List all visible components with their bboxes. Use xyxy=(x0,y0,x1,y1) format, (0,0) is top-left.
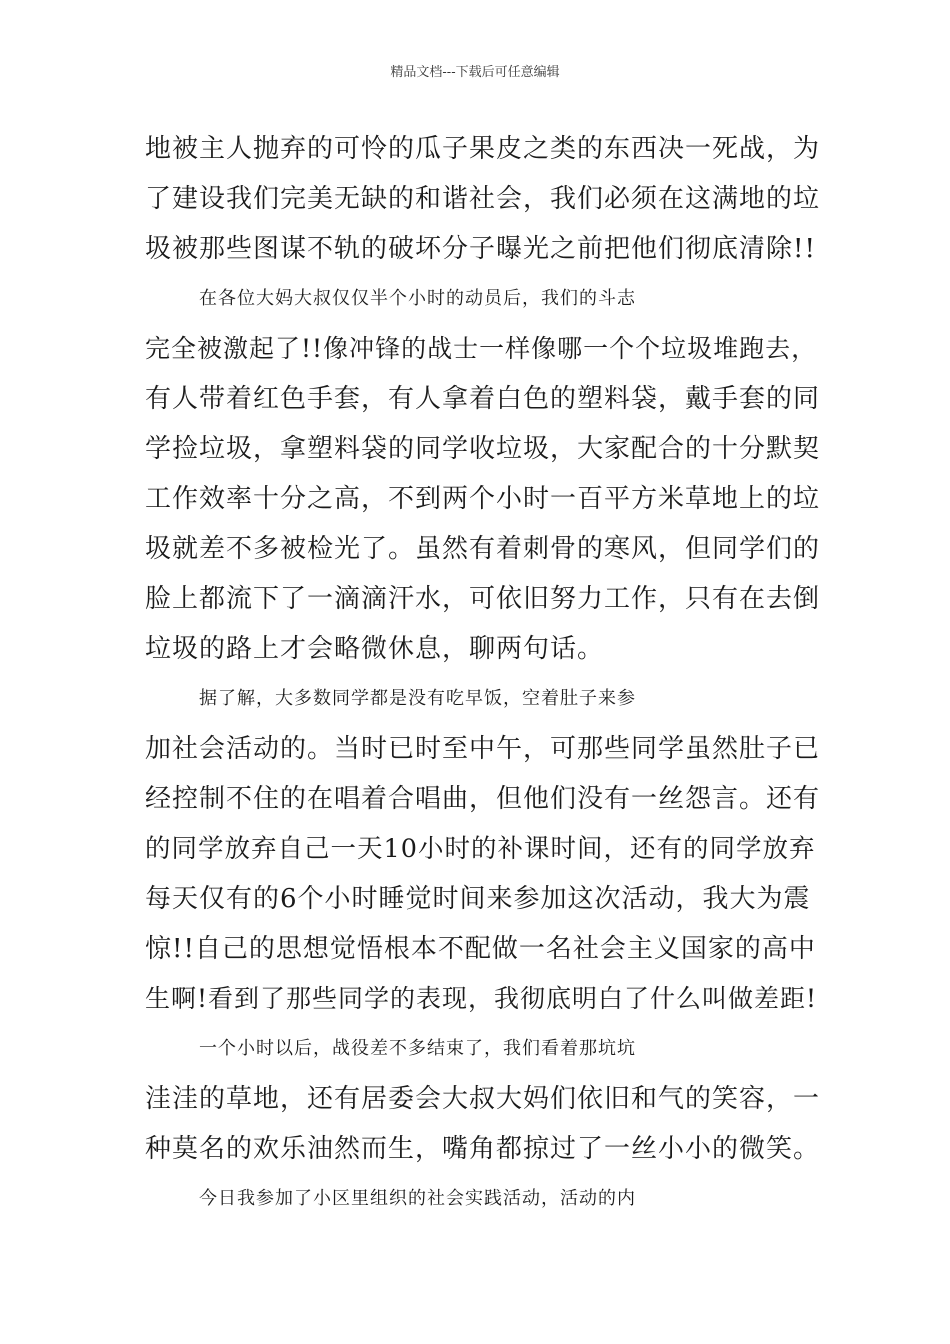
text-line: 的同学放弃自己一天10小时的补课时间，还有的同学放弃 xyxy=(145,834,816,864)
text-line: 圾被那些图谋不轨的破坏分子曝光之前把他们彻底清除!! xyxy=(145,234,816,264)
text-line: 学捡垃圾，拿塑料袋的同学收垃圾，大家配合的十分默契 xyxy=(145,434,821,464)
text-line: 脸上都流下了一滴滴汗水，可依旧努力工作，只有在去倒 xyxy=(145,584,821,614)
paragraph-first-line: 今日我参加了小区里组织的社会实践活动，活动的内 xyxy=(199,1188,636,1209)
text-line: 种莫名的欢乐油然而生，嘴角都掠过了一丝小小的微笑。 xyxy=(145,1134,821,1164)
paragraph-first-line: 一个小时以后，战役差不多结束了，我们看着那坑坑 xyxy=(199,1038,636,1059)
text-line: 经控制不住的在唱着合唱曲，但他们没有一丝怨言。还有 xyxy=(145,784,821,814)
text-line: 生啊!看到了那些同学的表现，我彻底明白了什么叫做差距! xyxy=(145,984,818,1013)
text-line: 有人带着红色手套，有人拿着白色的塑料袋，戴手套的同 xyxy=(145,384,821,414)
paragraph-first-line: 据了解，大多数同学都是没有吃早饭，空着肚子来参 xyxy=(199,688,636,709)
page-header: 精品文档---下载后可任意编辑 xyxy=(390,65,560,80)
paragraph-first-line: 在各位大妈大叔仅仅半个小时的动员后，我们的斗志 xyxy=(199,288,636,309)
text-line: 圾就差不多被检光了。虽然有着刺骨的寒风，但同学们的 xyxy=(145,534,821,564)
text-line: 垃圾的路上才会略微休息，聊两句话。 xyxy=(145,634,605,664)
text-line: 洼洼的草地，还有居委会大叔大妈们依旧和气的笑容，一 xyxy=(145,1084,821,1114)
text-line: 加社会活动的。当时已时至中午，可那些同学虽然肚子已 xyxy=(145,734,821,764)
text-line: 每天仅有的6个小时睡觉时间来参加这次活动，我大为震 xyxy=(145,884,811,914)
text-line: 工作效率十分之高，不到两个小时一百平方米草地上的垃 xyxy=(145,484,821,514)
text-line: 地被主人抛弃的可怜的瓜子果皮之类的东西决一死战，为 xyxy=(145,134,821,164)
text-line: 完全被激起了!!像冲锋的战士一样像哪一个个垃圾堆跑去， xyxy=(145,334,818,363)
text-line: 惊!!自己的思想觉悟根本不配做一名社会主义国家的高中 xyxy=(145,934,816,964)
text-line: 了建设我们完美无缺的和谐社会，我们必须在这满地的垃 xyxy=(145,184,821,214)
